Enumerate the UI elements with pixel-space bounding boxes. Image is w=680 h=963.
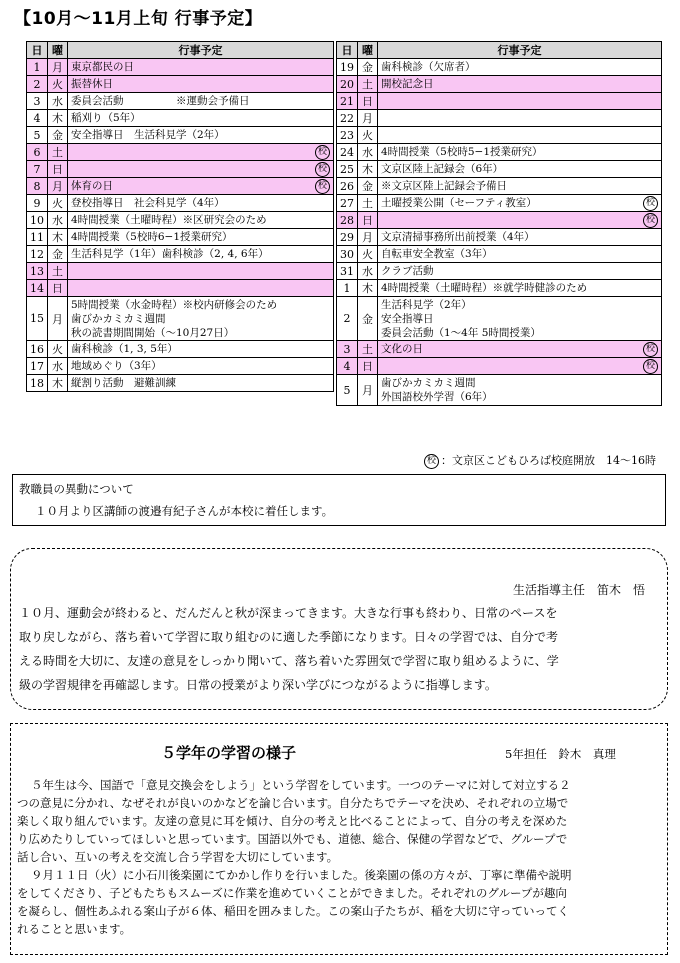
row-day: 14 [27,280,48,297]
row-event-text: 生活科見学（1年）歯科検診（2, 4, 6年） [71,248,269,260]
row-event [68,375,334,392]
row-weekday: 火 [358,246,378,263]
row-day: 15 [27,297,48,341]
row-event-text: 振替休日 [71,78,113,90]
row-event-text: 5時間授業（水金時程）※校内研修会のため 歯びかカミカミ週間 秋の読書期間開始（～10月27日） [71,298,278,339]
schedule-row [337,178,662,195]
staff-notice-box [12,474,666,526]
row-event [378,76,662,93]
school-open-badge-icon: 校 [315,162,330,177]
row-event [378,341,662,358]
row-event [378,127,662,144]
row-weekday: 水 [358,263,378,280]
row-event-text: 生活科見学（2年） 安全指導日 委員会活動（1～4年 5時間授業） [381,298,541,339]
guidance-line: １０月、運動会が終わると、だんだんと秋が深まってきます。大きな行事も終わり、日常のペースを [19,606,558,620]
row-event [378,110,662,127]
row-weekday: 水 [48,93,68,110]
grade5-line: れることと思います。 [17,922,132,936]
row-event-text: ※文京区陸上記録会予備日 [381,180,507,192]
row-event [68,127,334,144]
grade5-author: 5年担任 鈴木 真理 [505,747,616,761]
guidance-author: 生活指導主任 笛木 悟 [512,583,645,597]
row-event [68,161,334,178]
row-weekday: 日 [358,93,378,110]
row-day: 5 [27,127,48,144]
row-event [378,375,662,406]
row-weekday: 金 [358,59,378,76]
row-event-text: クラブ活動 [381,265,434,277]
school-open-badge-icon: 校 [315,145,330,160]
row-event-text: 土曜授業公開（セーフティ教室） [381,197,537,209]
grade5-line: ９月１１日（火）に小石川後楽園にてかかし作りを行いました。後楽園の係の方々が、丁寧に準備や説明 [31,868,572,882]
row-event [68,178,334,195]
schedule-table-left [26,41,334,392]
row-day: 16 [27,341,48,358]
row-weekday: 火 [358,127,378,144]
row-weekday: 火 [48,195,68,212]
row-weekday: 月 [48,178,68,195]
grade5-box [10,723,668,955]
row-event-text: 登校指導日 社会科見学（4年） [71,197,225,209]
row-event [378,358,662,375]
row-event-text: 安全指導日 生活科見学（2年） [71,129,225,141]
legend-text: ：文京区こどもひろば校庭開放 14～16時 [441,454,656,467]
schedule-row [27,229,334,246]
school-open-badge-icon: 校 [643,359,658,374]
row-weekday: 日 [358,212,378,229]
row-weekday: 木 [48,375,68,392]
row-event [68,358,334,375]
schedule-row [27,178,334,195]
row-event-text: 歯科検診（1, 3, 5年） [71,343,178,355]
row-weekday: 土 [48,144,68,161]
row-day: 1 [337,280,358,297]
legend [424,452,656,469]
grade5-line: 楽しく取り組んでいます。友達の意見に耳を傾け、自分の考えと比べることによって、自分の考えを深めた [17,814,568,828]
row-event [378,229,662,246]
row-day: 25 [337,161,358,178]
schedule-row [337,212,662,229]
row-day: 27 [337,195,358,212]
row-day: 24 [337,144,358,161]
row-day: 30 [337,246,358,263]
schedule-row [27,161,334,178]
row-weekday: 日 [48,161,68,178]
row-event [68,229,334,246]
schedule-row [27,341,334,358]
schedule-row [337,76,662,93]
row-day: 19 [337,59,358,76]
schedule-row [27,59,334,76]
row-day: 7 [27,161,48,178]
row-weekday: 火 [48,76,68,93]
row-event-text: 体育の日 [71,180,113,192]
school-open-badge-icon: 校 [643,342,658,357]
schedule-row [337,110,662,127]
row-event [68,110,334,127]
row-event [378,93,662,110]
grade5-line: 話し合い、互いの考えを交流し合う学習を大切にしています。 [17,850,339,864]
row-event [378,263,662,280]
page-title: 【10月～11月上旬 行事予定】 [14,9,263,29]
schedule-row [27,195,334,212]
header-day: 日 [27,42,48,59]
schedule-row [27,127,334,144]
schedule-row [337,358,662,375]
header-weekday: 曜 [358,42,378,59]
row-day: 17 [27,358,48,375]
row-event [68,341,334,358]
row-weekday: 木 [48,110,68,127]
row-weekday: 月 [358,229,378,246]
grade5-line: ５年生は今、国語で「意見交換会をしよう」という学習をしています。一つのテーマに対して対立する２ [31,778,571,792]
row-event-text: 自転車安全教室（3年） [381,248,493,260]
row-day: 4 [337,358,358,375]
row-day: 8 [27,178,48,195]
schedule-row [337,59,662,76]
row-event-text: 文京清掃事務所出前授業（4年） [381,231,535,243]
schedule-row [27,110,334,127]
row-event [68,280,334,297]
schedule-row [337,280,662,297]
school-open-badge-icon: 校 [643,196,658,211]
grade5-line: を凝らし、個性あふれる案山子が６体、稲田を囲みました。この案山子たちが、稲を大切に守っていってく [17,904,569,918]
row-weekday: 金 [358,178,378,195]
schedule-row [337,341,662,358]
row-day: 5 [337,375,358,406]
row-event-text: 縦割り活動 避難訓練 [71,377,176,389]
row-day: 6 [27,144,48,161]
row-day: 13 [27,263,48,280]
schedule-row [337,127,662,144]
schedule-row [337,161,662,178]
row-event [378,144,662,161]
row-event [68,59,334,76]
row-weekday: 水 [48,212,68,229]
row-day: 3 [337,341,358,358]
row-event-text: 歯びかカミカミ週間 外国語校外学習（6年） [381,377,493,403]
schedule-row [337,229,662,246]
row-weekday: 土 [358,76,378,93]
schedule-row [27,93,334,110]
row-weekday: 土 [48,263,68,280]
row-weekday: 木 [48,229,68,246]
row-day: 9 [27,195,48,212]
row-weekday: 木 [358,280,378,297]
row-event [68,93,334,110]
header-weekday: 曜 [48,42,68,59]
schedule-row [337,144,662,161]
row-weekday: 日 [48,280,68,297]
row-event-text: 地域めぐり（3年） [71,360,162,372]
guidance-box [10,548,668,710]
row-day: 3 [27,93,48,110]
row-event-text: 4時間授業（5校時6−1授業研究） [71,231,233,243]
row-event [378,195,662,212]
grade5-line: つの意見に分かれ、なぜそれが良いのかなどを論じ合います。自分たちでテーマを決め、それぞれの立場で [17,796,569,810]
row-day: 10 [27,212,48,229]
row-event-text: 文京区陸上記録会（6年） [381,163,504,175]
schedule-table-right [336,41,662,406]
row-weekday: 金 [358,297,378,341]
row-day: 29 [337,229,358,246]
schedule-row [27,144,334,161]
schedule-tables [26,41,664,406]
row-weekday: 土 [358,341,378,358]
row-weekday: 月 [358,375,378,406]
guidance-line: 取り戻しながら、落ち着いて学習に取り組むのに適した季節になります。日々の学習では、自分で考 [19,630,559,644]
row-event [68,195,334,212]
row-weekday: 金 [48,127,68,144]
row-event [68,144,334,161]
school-open-badge-icon: 校 [424,454,439,469]
row-day: 18 [27,375,48,392]
row-event [68,246,334,263]
row-event [378,246,662,263]
row-day: 1 [27,59,48,76]
grade5-line: り広めたりしていってほしいと思っています。国語以外でも、道徳、総合、保健の学習などで、グループで [17,832,568,846]
schedule-row [337,263,662,280]
schedule-row [337,246,662,263]
row-day: 20 [337,76,358,93]
row-event-text: 稲刈り（5年） [71,112,141,124]
row-event-text: 4時間授業（土曜時程）※就学時健診のため [381,282,588,294]
row-day: 12 [27,246,48,263]
row-event-text: 開校記念日 [381,78,434,90]
row-event [68,76,334,93]
row-weekday: 水 [48,358,68,375]
row-event [378,212,662,229]
row-event-text: 文化の日 [381,343,423,355]
row-event [68,212,334,229]
row-day: 31 [337,263,358,280]
row-weekday: 日 [358,358,378,375]
row-weekday: 月 [358,110,378,127]
row-day: 2 [337,297,358,341]
staff-heading: 教職員の異動について [19,482,134,496]
row-weekday: 月 [48,59,68,76]
schedule-row [27,76,334,93]
row-event [68,297,334,341]
schedule-row [27,358,334,375]
schedule-row [337,297,662,341]
row-weekday: 木 [358,161,378,178]
row-event [378,280,662,297]
header-event: 行事予定 [378,42,662,59]
schedule-row [27,375,334,392]
row-event-text: 4時間授業（5校時5−1授業研究） [381,146,543,158]
row-weekday: 土 [358,195,378,212]
schedule-row [27,263,334,280]
row-event-text: 委員会活動 ※運動会予備日 [71,95,250,107]
schedule-row [27,280,334,297]
schedule-row [337,375,662,406]
schedule-row [27,246,334,263]
row-event-text: 東京都民の日 [71,61,134,73]
row-weekday: 月 [48,297,68,341]
grade5-heading: ５学年の学習の様子 [161,744,297,762]
schedule-row [27,297,334,341]
row-event [378,178,662,195]
row-day: 22 [337,110,358,127]
grade5-line: をしてくださり、子どもたちもスムーズに作業を進めていくことができました。それぞれのグループが趣向 [17,886,567,900]
header-day: 日 [337,42,358,59]
schedule-row [337,93,662,110]
row-day: 28 [337,212,358,229]
school-open-badge-icon: 校 [643,213,658,228]
row-day: 21 [337,93,358,110]
row-event [378,297,662,341]
staff-body: １０月より区講師の渡邉有紀子さんが本校に着任します。 [35,504,334,518]
row-weekday: 金 [48,246,68,263]
row-event-text: 歯科検診（欠席者） [381,61,476,73]
guidance-line: える時間を大切に、友達の意見をしっかり聞いて、落ち着いた雰囲気で学習に取り組めるように、学 [19,654,559,668]
schedule-row [27,212,334,229]
row-day: 4 [27,110,48,127]
row-day: 23 [337,127,358,144]
school-open-badge-icon: 校 [315,179,330,194]
guidance-line: 級の学習規律を再確認します。日常の授業がより深い学びにつながるように指導します。 [19,678,497,692]
row-event [68,263,334,280]
row-event-text: 4時間授業（土曜時程）※区研究会のため [71,214,267,226]
schedule-row [337,195,662,212]
header-event: 行事予定 [68,42,334,59]
row-day: 11 [27,229,48,246]
row-day: 26 [337,178,358,195]
row-event [378,59,662,76]
row-day: 2 [27,76,48,93]
row-event [378,161,662,178]
row-weekday: 火 [48,341,68,358]
row-weekday: 水 [358,144,378,161]
